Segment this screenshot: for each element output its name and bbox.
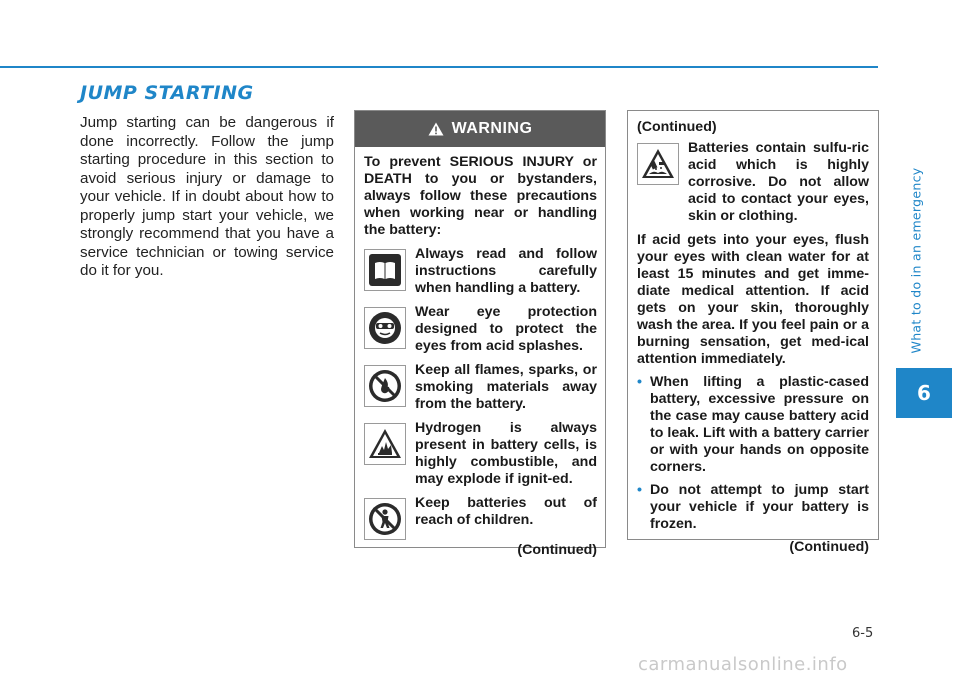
warning-item-text: Hydrogen is always present in battery cells, is highly combustible, and may explode if ignit-ed.	[415, 420, 597, 487]
warning-item-text: Wear eye protection designed to protect the eyes from acid splashes.	[415, 304, 597, 354]
bullet-dot-icon: •	[637, 374, 642, 390]
warning-item-text: Keep batteries out of reach of children.	[415, 495, 597, 528]
warning-item	[364, 304, 597, 355]
section-title: JUMP STARTING	[80, 82, 254, 104]
warning-body	[355, 147, 605, 559]
warning-header	[355, 111, 605, 147]
corrosive-acid-icon	[637, 143, 679, 185]
bullet-dot-icon: •	[637, 482, 642, 498]
list-item: • Do not attempt to jump start your vehicle if your battery is frozen.	[637, 482, 869, 532]
warning-item-text: Always read and follow instructions carefully when handling a battery.	[415, 246, 597, 296]
continued-warning-box	[627, 110, 879, 555]
page-number: 6-5	[852, 626, 874, 641]
warning-item-text: Keep all flames, sparks, or smoking materials away from the battery.	[415, 362, 597, 412]
chapter-side-label: What to do in an emergency	[908, 167, 924, 353]
continued-label-bottom: (Continued)	[789, 539, 869, 555]
precaution-list	[637, 374, 869, 533]
warning-item	[364, 420, 597, 488]
eye-protection-icon	[364, 307, 406, 349]
no-flames-icon	[364, 365, 406, 407]
keep-children-away-icon	[364, 498, 406, 540]
top-rule	[0, 66, 878, 68]
chapter-tab: 6	[896, 368, 952, 418]
acid-first-aid-paragraph: If acid gets into your eyes, flush your eyes with clean water for at least 15 minutes and get imme-diate medical attention. If acid gets on your skin, thoroughly wash the area. If you feel pain or a burning sensation, get med-ical attention immediately.	[637, 232, 869, 367]
intro-paragraph: Jump starting can be dangerous if done incorrectly. Follow the jump starting procedure in this section to avoid serious injury or damage to your vehicle. If in doubt about how to properly jump start your vehicle, we strongly recommend that you have a service technician or towing service do it for you.	[80, 114, 334, 279]
acid-item-text: Batteries contain sulfu-ric acid which is highly corrosive. Do not allow acid to contact your eyes, skin or clothing.	[688, 140, 869, 224]
acid-item	[637, 140, 869, 225]
warning-header-label: WARNING	[451, 120, 533, 137]
warning-continued: (Continued)	[517, 542, 597, 558]
watermark: carmanualsonline.info	[638, 654, 848, 675]
warning-triangle-icon	[428, 122, 444, 136]
list-item: • When lifting a plastic-cased battery, excessive pressure on the case may cause battery acid to leak. Lift with a battery carrier or with your hands on opposite corners.	[637, 374, 869, 475]
explosive-hazard-icon	[364, 423, 406, 465]
warning-item	[364, 362, 597, 413]
manual-book-icon	[364, 249, 406, 291]
warning-box	[354, 110, 606, 558]
warning-lead: To prevent SERIOUS INJURY or DEATH to you or bystanders, always follow these precautions when working near or handling the battery:	[364, 154, 597, 238]
warning-item	[364, 246, 597, 297]
warning-item	[364, 495, 597, 540]
continued-label-top: (Continued)	[637, 119, 717, 135]
